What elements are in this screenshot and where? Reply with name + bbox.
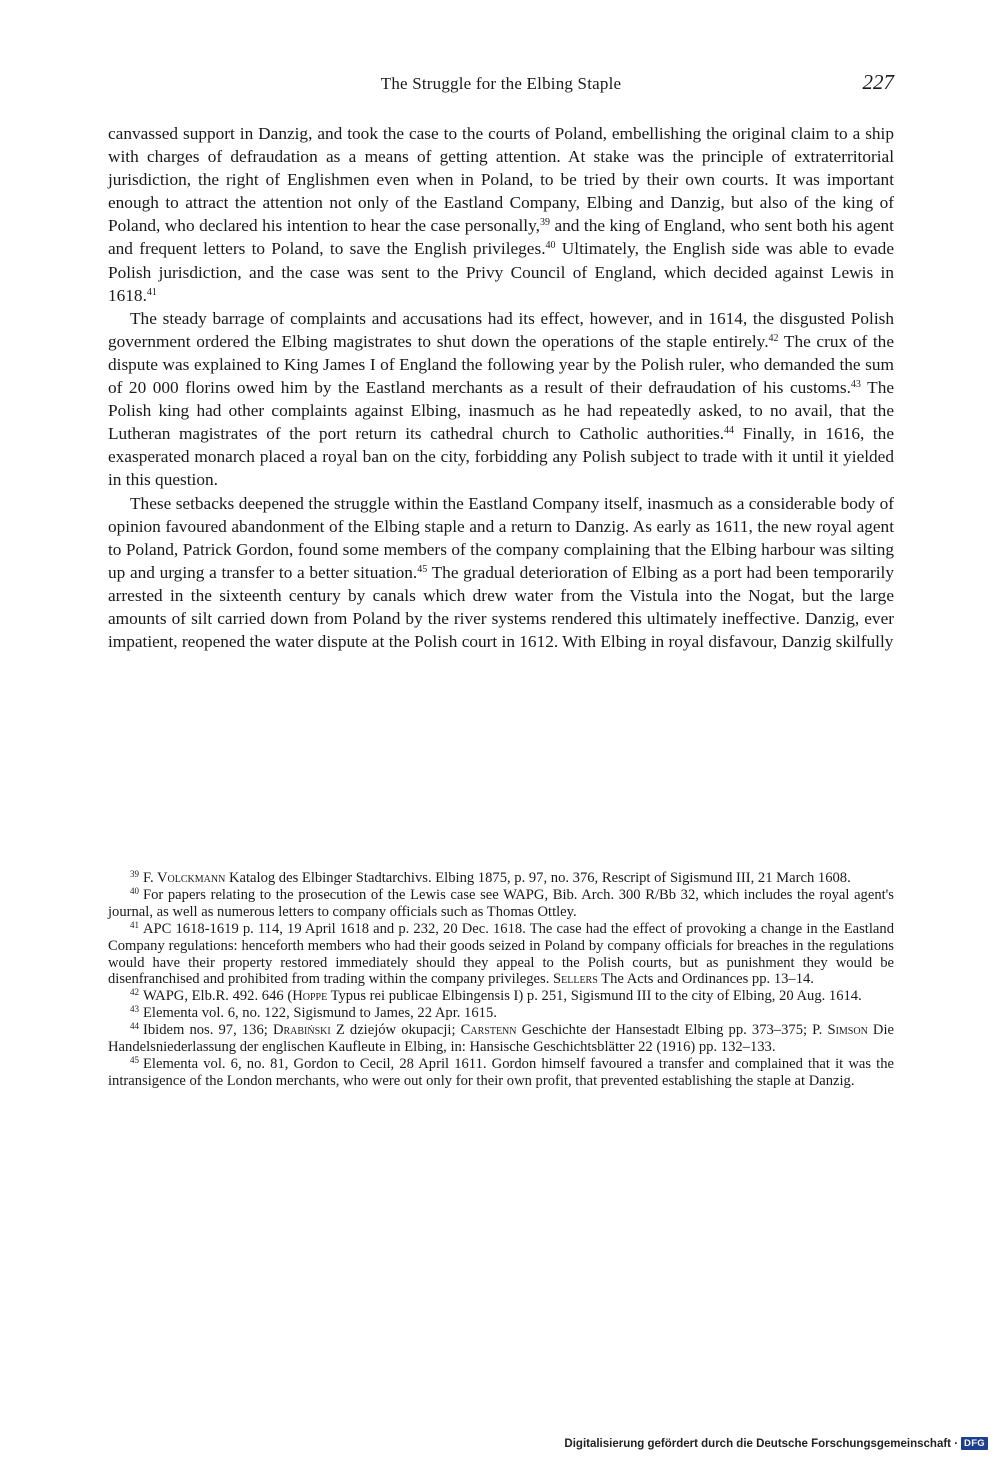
footnote-text: Elementa vol. 6, no. 81, Gordon to Cecil, 28 April 1611. Gordon himself favoured a transfer and complained that it was the intransigence of the London merchants, who were out only for their own profit, that prevented establishing the staple at Danzig. [108, 1055, 894, 1089]
paragraph-text: These setbacks deepened the struggle within the Eastland Company itself, inasmuch as a considerable body of opinion favoured abandonment of the Elbing staple and a return to Danzig. As early as 1611, the new royal agent to Poland, Patrick Gordon, found some members of the company complaining that the Elbing harbour was silting up and urging a transfer to a better situation. [108, 493, 894, 582]
footnote-text: Die Handelsniederlassung der englischen Kaufleute in Elbing, in: Hansische Geschichtsblätter 22 (1916) pp. 132–133. [108, 1022, 894, 1056]
paragraph-1 [108, 122, 894, 307]
paragraph-text: The gradual deterioration of Elbing as a port had been temporarily arrested in the sixteenth century by canals which drew water from the Vistula into the Nogat, but the large amounts of silt carried down from Poland by the river systems rendered this ultimately ineffective. Danzig, ever impatient, reopened the water dispute at the Polish court in 1612. With Elbing in royal disfavour, Danzig skilfully [108, 562, 894, 652]
footnote-41 [108, 921, 894, 989]
footnote-text: For papers relating to the prosecution of the Lewis case see WAPG, Bib. Arch. 300 R/Bb 32, which includes the royal agent's journal, as well as numerous letters to company officials such as Thomas Ottley. [108, 886, 894, 920]
paragraph-text: Finally, in 1616, the exasperated monarch placed a royal ban on the city, forbidding any Polish subject to trade with it until it yielded in this question. [108, 424, 894, 490]
footnote-text: Katalog des Elbinger Stadtarchivs. Elbing 1875, p. 97, no. 376, Rescript of Sigismund III, 21 March 1608. [225, 870, 851, 886]
paragraph-text: and the king of England, who sent both his agent and frequent letters to Poland, to save the English privileges. [108, 216, 894, 259]
footnote-text: Z dziejów okupacji; [330, 1022, 461, 1039]
footnote-ref: 40 [545, 240, 556, 252]
paragraph-text: The crux of the dispute was explained to King James I of England the following year by the Polish ruler, who demanded the sum of 20 000 florins owed him by the Eastland merchants as a result of their defraudation of his customs. [108, 331, 894, 398]
footnote-text: Ibidem nos. 97, 136; [143, 1022, 273, 1039]
footnotes [108, 870, 894, 1090]
page-number: 227 [862, 70, 894, 94]
paragraph-2 [108, 307, 894, 492]
footnote-text: Geschichte der Hansestadt Elbing pp. 373–375; P. [516, 1022, 828, 1039]
footnote-text: Elementa vol. 6, no. 122, Sigismund to James, 22 Apr. 1615. [143, 1005, 497, 1022]
running-title: The Struggle for the Elbing Staple [380, 74, 622, 93]
paragraph-text: The Polish king had other complaints against Elbing, inasmuch as he had repeatedly asked, to no avail, that the Lutheran magistrates of the port return its cathedral church to Catholic authorities. [108, 378, 895, 444]
footnote-ref: 44 [724, 425, 735, 437]
footnote-number: 40 [130, 885, 139, 896]
paragraph-text: canvassed support in Danzig, and took the case to the courts of Poland, embellishing the original claim to a ship with charges of defraudation as a means of getting attention. At stake was the principle of extraterritorial jurisdiction, the right of Englishmen even when in Poland, to be tried by their own courts. It was important enough to attract the attention not only of the Eastland Company, Elbing and Danzig, but also of the king of Poland, who declared his intention to hear the case personally, [108, 124, 894, 236]
footnote-number: 43 [130, 1004, 139, 1015]
footnote-text: Typus rei publicae Elbingensis I) p. 251, Sigismund III to the city of Elbing, 20 Aug. 1614. [327, 988, 862, 1005]
footnote-ref: 45 [417, 563, 428, 575]
footnote-40 [108, 887, 894, 921]
digitization-credit [564, 1437, 988, 1450]
footnote-45 [108, 1056, 894, 1090]
footnote-ref: 39 [539, 217, 550, 229]
digitization-note: Digitalisierung gefördert durch die Deutsche Forschungsgemeinschaft · [564, 1437, 959, 1450]
author-name: F. Volckmann [143, 870, 226, 886]
author-name: Sellers [553, 971, 598, 988]
footnote-ref: 43 [850, 379, 861, 391]
author-name: Drabiński [272, 1022, 331, 1039]
footnote-text: WAPG, Elb.R. 492. 646 ( [143, 988, 293, 1005]
author-name: Hoppe [292, 988, 328, 1005]
footnote-ref: 42 [768, 332, 779, 344]
footnote-text: APC 1618-1619 p. 114, 19 April 1618 and p. 232, 20 Dec. 1618. The case had the effect of provoking a change in the Eastland Company regulations: henceforth members who had their goods seized in Poland by company officials for breaches in the regulations would have their property restored immediately should they appeal to the Polish courts, but as punishment they would be disenfranchised and prohibited from trading within the company privileges. [108, 920, 894, 988]
footnote-43 [108, 1005, 894, 1022]
page-header [108, 70, 894, 98]
paragraph-text: The steady barrage of complaints and accusations had its effect, however, and in 1614, the disgusted Polish government ordered the Elbing magistrates to shut down the operations of the staple entirely. [108, 308, 894, 351]
footnote-39 [108, 870, 894, 887]
paragraph-text: Ultimately, the English side was able to evade Polish jurisdiction, and the case was sent to the Privy Council of England, which decided against Lewis in 1618. [108, 239, 894, 305]
footnote-text: The Acts and Ordinances pp. 13–14. [597, 971, 814, 988]
paragraph-3 [108, 492, 894, 654]
footnote-ref: 41 [146, 286, 157, 298]
footnote-number: 45 [130, 1054, 139, 1065]
footnote-number: 44 [130, 1021, 139, 1032]
footnote-42 [108, 988, 894, 1005]
footnote-number: 41 [130, 919, 139, 930]
author-name: Simson [827, 1022, 868, 1039]
footnote-44 [108, 1022, 894, 1056]
footnote-number: 42 [130, 987, 139, 998]
author-name: Carstenn [460, 1022, 517, 1039]
footnote-number: 39 [130, 869, 139, 879]
dfg-logo-icon: DFG [961, 1437, 988, 1450]
main-text [108, 122, 894, 653]
